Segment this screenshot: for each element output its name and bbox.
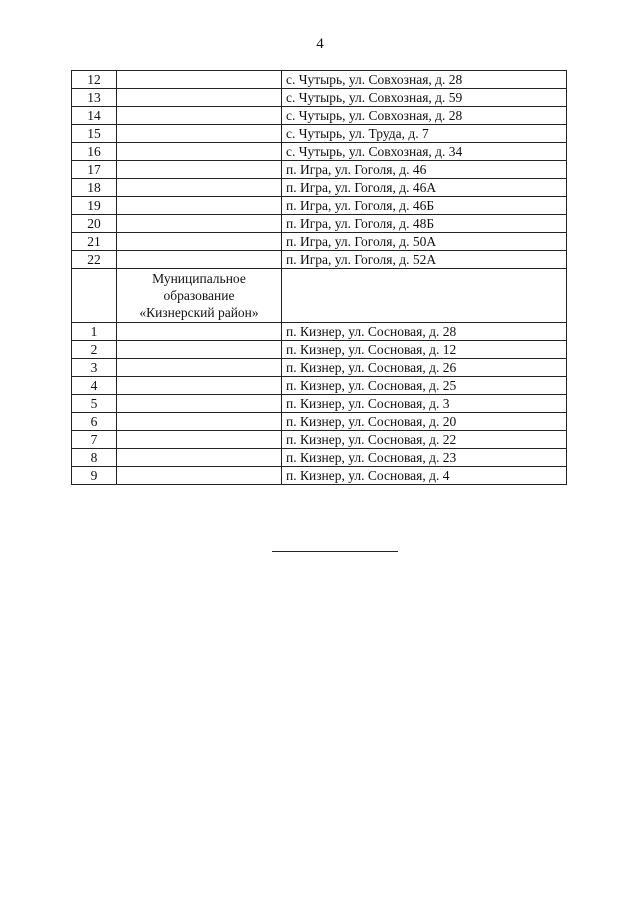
row-number-cell: 2 [72,341,117,359]
row-number-cell: 13 [72,89,117,107]
address-cell: п. Кизнер, ул. Сосновая, д. 4 [282,467,567,485]
municipality-cell [117,125,282,143]
row-number-cell: 14 [72,107,117,125]
municipality-cell [117,323,282,341]
municipality-cell [117,431,282,449]
table-row [72,359,567,377]
table-row [72,197,567,215]
municipality-cell [117,449,282,467]
table-row [72,107,567,125]
municipality-cell [117,251,282,269]
municipality-cell [117,341,282,359]
municipality-cell [117,395,282,413]
end-of-document-rule [272,551,398,552]
row-number-cell: 7 [72,431,117,449]
row-number-cell: 5 [72,395,117,413]
municipality-name-line-2: образование [163,288,235,303]
municipality-cell [117,215,282,233]
table-row [72,215,567,233]
table-row [72,143,567,161]
section-number-cell [72,269,117,323]
municipality-cell [117,359,282,377]
municipality-cell [117,89,282,107]
table-row [72,323,567,341]
row-number-cell: 17 [72,161,117,179]
table-row [72,179,567,197]
address-cell: п. Кизнер, ул. Сосновая, д. 25 [282,377,567,395]
municipality-cell [117,179,282,197]
address-cell: с. Чутырь, ул. Совхозная, д. 28 [282,107,567,125]
row-number-cell: 3 [72,359,117,377]
table-row [72,89,567,107]
address-table-body-bottom [72,323,567,485]
row-number-cell: 9 [72,467,117,485]
municipality-cell [117,467,282,485]
table-row [72,125,567,143]
row-number-cell: 16 [72,143,117,161]
municipality-cell [117,161,282,179]
address-cell: п. Игра, ул. Гоголя, д. 46 [282,161,567,179]
row-number-cell: 19 [72,197,117,215]
table-row [72,341,567,359]
row-number-cell: 21 [72,233,117,251]
municipality-name-line-1: Муниципальное [152,271,246,286]
address-cell: п. Кизнер, ул. Сосновая, д. 28 [282,323,567,341]
address-table [71,70,567,485]
address-cell: п. Игра, ул. Гоголя, д. 46А [282,179,567,197]
address-cell: с. Чутырь, ул. Труда, д. 7 [282,125,567,143]
table-row [72,431,567,449]
municipality-cell [117,143,282,161]
municipality-cell [117,413,282,431]
row-number-cell: 22 [72,251,117,269]
address-cell: п. Кизнер, ул. Сосновая, д. 20 [282,413,567,431]
table-row [72,251,567,269]
table-row [72,71,567,89]
address-cell: п. Игра, ул. Гоголя, д. 48Б [282,215,567,233]
row-number-cell: 8 [72,449,117,467]
row-number-cell: 6 [72,413,117,431]
page-number: 4 [316,36,324,52]
address-cell: с. Чутырь, ул. Совхозная, д. 28 [282,71,567,89]
table-row [72,395,567,413]
row-number-cell: 20 [72,215,117,233]
address-cell: п. Кизнер, ул. Сосновая, д. 3 [282,395,567,413]
municipality-name-line-3: «Кизнерский район» [139,305,259,320]
table-row [72,377,567,395]
section-address-cell [282,269,567,323]
address-cell: п. Кизнер, ул. Сосновая, д. 26 [282,359,567,377]
row-number-cell: 1 [72,323,117,341]
row-number-cell: 15 [72,125,117,143]
address-table-body-top [72,71,567,269]
table-row [72,413,567,431]
row-number-cell: 18 [72,179,117,197]
table-row [72,467,567,485]
address-cell: с. Чутырь, ул. Совхозная, д. 34 [282,143,567,161]
table-row [72,449,567,467]
row-number-cell: 4 [72,377,117,395]
row-number-cell: 12 [72,71,117,89]
address-cell: п. Игра, ул. Гоголя, д. 46Б [282,197,567,215]
address-cell: п. Игра, ул. Гоголя, д. 50А [282,233,567,251]
table-row [72,233,567,251]
address-cell: п. Кизнер, ул. Сосновая, д. 12 [282,341,567,359]
municipality-cell [117,197,282,215]
municipality-header-row [72,269,567,323]
address-cell: п. Игра, ул. Гоголя, д. 52А [282,251,567,269]
municipality-cell [117,233,282,251]
address-table-section [72,269,567,323]
address-cell: п. Кизнер, ул. Сосновая, д. 22 [282,431,567,449]
municipality-cell [117,71,282,89]
municipality-name-cell [117,269,282,323]
table-row [72,161,567,179]
municipality-cell [117,107,282,125]
municipality-cell [117,377,282,395]
address-cell: п. Кизнер, ул. Сосновая, д. 23 [282,449,567,467]
address-cell: с. Чутырь, ул. Совхозная, д. 59 [282,89,567,107]
